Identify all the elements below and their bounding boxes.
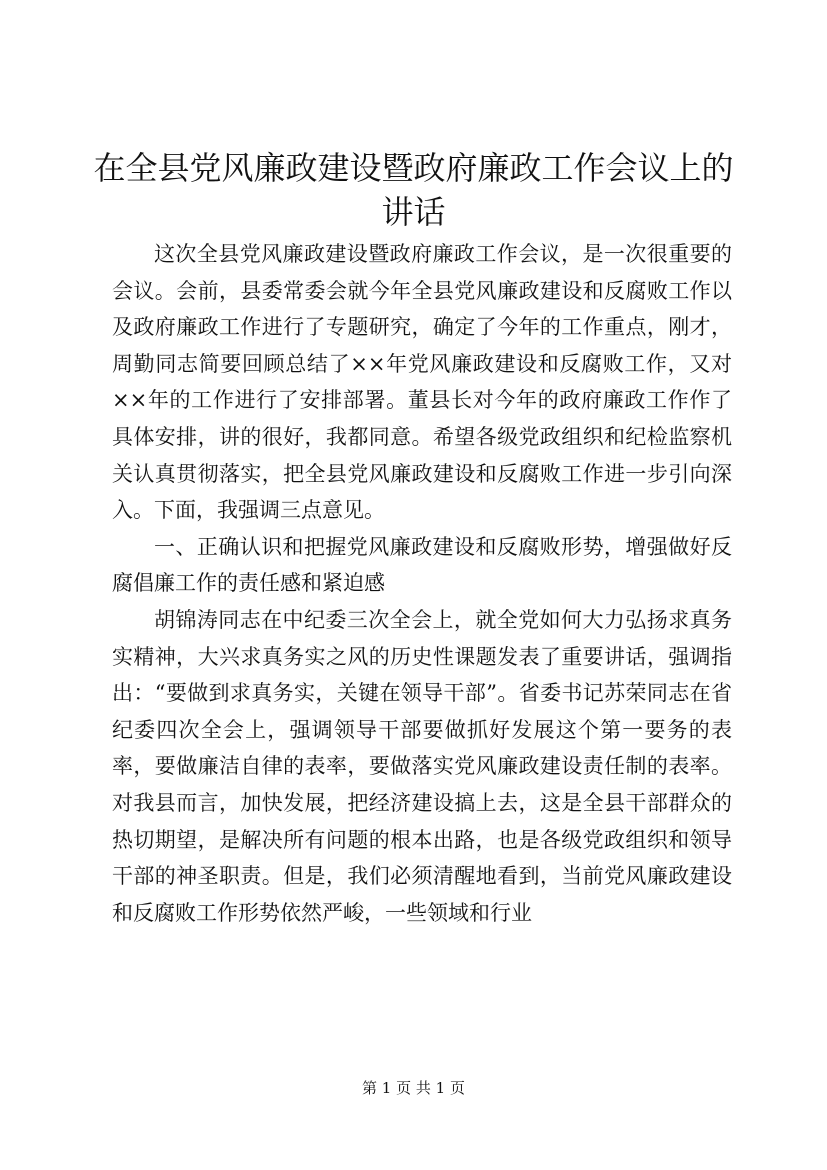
- paragraph-intro: 这次全县党风廉政建设暨政府廉政工作会议，是一次很重要的会议。会前，县委常委会就今年全县党风廉政建设和反腐败工作以及政府廉政工作进行了专题研究，确定了今年的工作重点，刚才，周勤同志简要回顾总结了××年党风廉政建设和反腐败工作，又对××年的工作进行了安排部署。董县长对今年的政府廉政工作作了具体安排，讲的很好，我都同意。希望各级党政组织和纪检监察机关认真贯彻落实，把全县党风廉政建设和反腐败工作进一步引向深入。下面，我强调三点意见。: [112, 242, 732, 523]
- document-body: [112, 236, 732, 931]
- paragraph-section-1: 胡锦涛同志在中纪委三次全会上，就全党如何大力弘扬求真务实精神，大兴求真务实之风的历史性课题发表了重要讲话，强调指出：“要做到求真务实，关键在领导干部”。省委书记苏荣同志在省纪委四次全会上，强调领导干部要做抓好发展这个第一要务的表率，要做廉洁自律的表率，要做落实党风廉政建设责任制的表率。对我县而言，加快发展，把经济建设搞上去，这是全县干部群众的热切期望，是解决所有问题的根本出路，也是各级党政组织和领导干部的神圣职责。但是，我们必须清醒地看到，当前党风廉政建设和反腐败工作形势依然严峻，一些领域和行业: [112, 607, 732, 925]
- section-heading-1: 一、正确认识和把握党风廉政建设和反腐败形势，增强做好反腐倡廉工作的责任感和紧迫感: [112, 534, 732, 596]
- document-title: 在全县党风廉政建设暨政府廉政工作会议上的讲话: [93, 149, 734, 231]
- page-number-footer: 第 1 页 共 1 页: [362, 1079, 465, 1097]
